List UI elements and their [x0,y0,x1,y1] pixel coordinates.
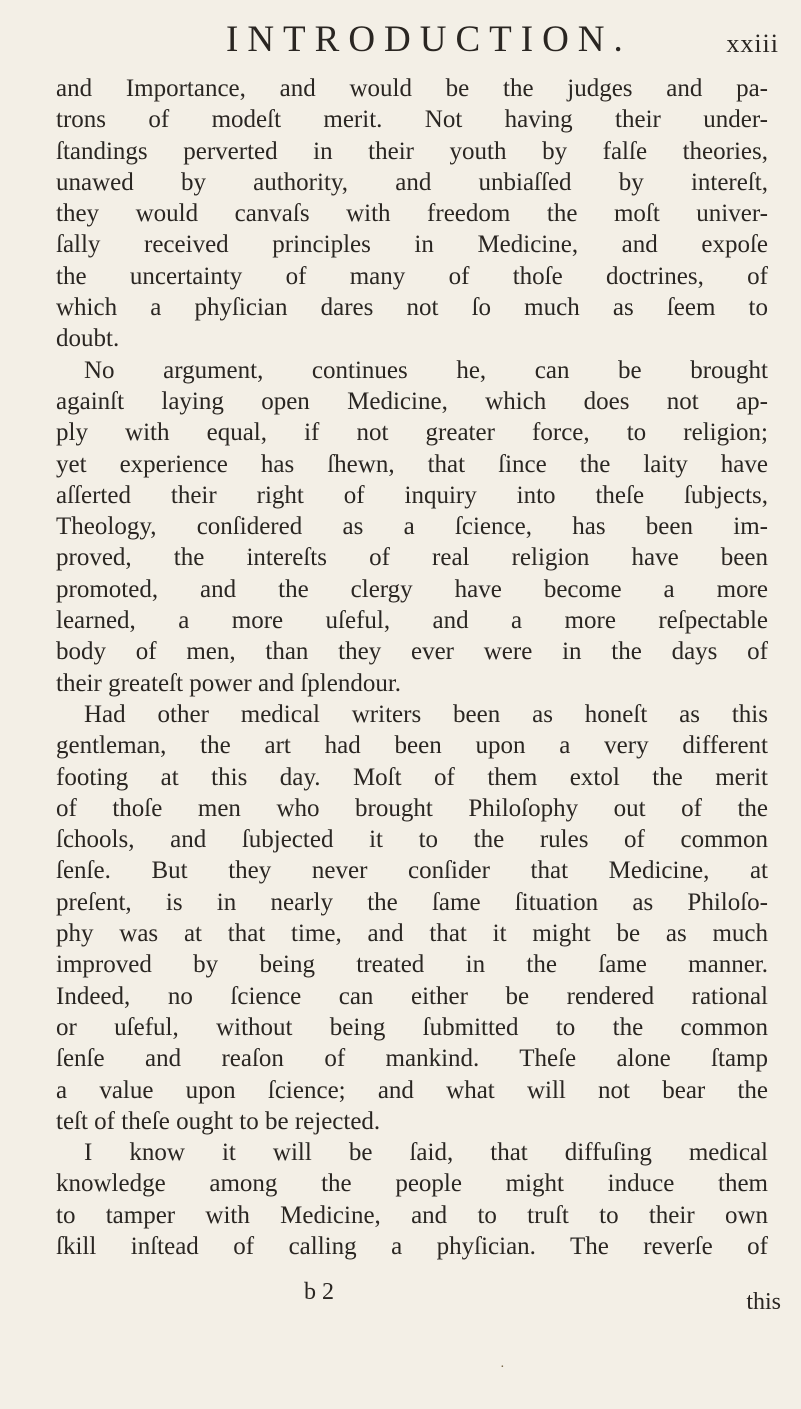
text-line: ſkill inſtead of calling a phyſician. The reverſe of [56,1232,768,1260]
text-line: learned, a more uſeful, and a more reſpectable [56,607,768,635]
text-line: which a phyſician dares not ſo much as ſeem to [56,294,768,322]
text-line: knowledge among the people might induce them [56,1170,768,1198]
text-line: footing at this day. Moſt of them extol the merit [56,763,768,791]
text-line: proved, the intereſts of real religion have been [56,544,768,572]
ink-speck: · [500,1360,505,1375]
text-line: phy was at that time, and that it might be as much [56,920,768,948]
body-text [56,73,768,1262]
text-line: they would canvaſs with freedom the moſt univer- [56,200,768,228]
text-line: ſtandings perverted in their youth by falſe theories, [56,137,768,165]
text-line: doubt. [56,325,120,353]
text-line: No argument, continues he, can be brought [84,356,768,384]
text-line: Theology, conſidered as a ſcience, has been im- [56,513,768,541]
text-line: yet experience has ſhewn, that ſince the laity have [56,450,768,478]
text-line: Had other medical writers been as honeſt as this [84,700,768,728]
text-line: Indeed, no ſcience can either be rendered rational [56,982,768,1010]
text-line: preſent, is in nearly the ſame ſituation as Philoſo- [56,888,768,916]
text-line: againſt laying open Medicine, which does not ap- [56,387,768,415]
text-line: body of men, than they ever were in the days of [56,638,768,666]
text-line: improved by being treated in the ſame manner. [56,951,768,979]
text-line: teſt of theſe ought to be rejected. [56,1107,381,1135]
text-line: to tamper with Medicine, and to truſt to their own [56,1201,768,1229]
running-head [226,18,779,62]
text-line: ſenſe. But they never conſider that Medicine, at [56,857,768,885]
text-line: ſchools, and ſubjected it to the rules of common [56,826,768,854]
text-line: ſenſe and reaſon of mankind. Theſe alone ſtamp [56,1045,768,1073]
running-head-title: INTRODUCTION. [226,19,632,60]
text-line: aſſerted their right of inquiry into theſe ſubjects, [56,481,768,509]
text-line: and Importance, and would be the judges and pa- [56,75,768,102]
text-line: a value upon ſcience; and what will not bear the [56,1076,768,1104]
text-line: ply with equal, if not greater force, to religion; [56,419,768,447]
signature-mark: b 2 [304,1279,334,1305]
text-line: of thoſe men who brought Philoſophy out of the [56,794,768,822]
page-number: xxiii [726,29,779,58]
text-line: unawed by authority, and unbiaſſed by intereſt, [56,168,768,196]
text-line: I know it will be ſaid, that diffuſing medical [84,1139,768,1167]
text-line: promoted, and the clergy have become a more [56,575,768,603]
text-line: their greateſt power and ſplendour. [56,669,402,697]
text-line: ſally received principles in Medicine, and expoſe [56,231,768,259]
text-line: gentleman, the art had been upon a very different [56,732,768,760]
text-line: the uncertainty of many of thoſe doctrines, of [56,262,768,290]
text-line: or uſeful, without being ſubmitted to the common [56,1013,768,1041]
text-line: trons of modeſt merit. Not having their under- [56,106,768,134]
catchword: this [746,1289,781,1315]
